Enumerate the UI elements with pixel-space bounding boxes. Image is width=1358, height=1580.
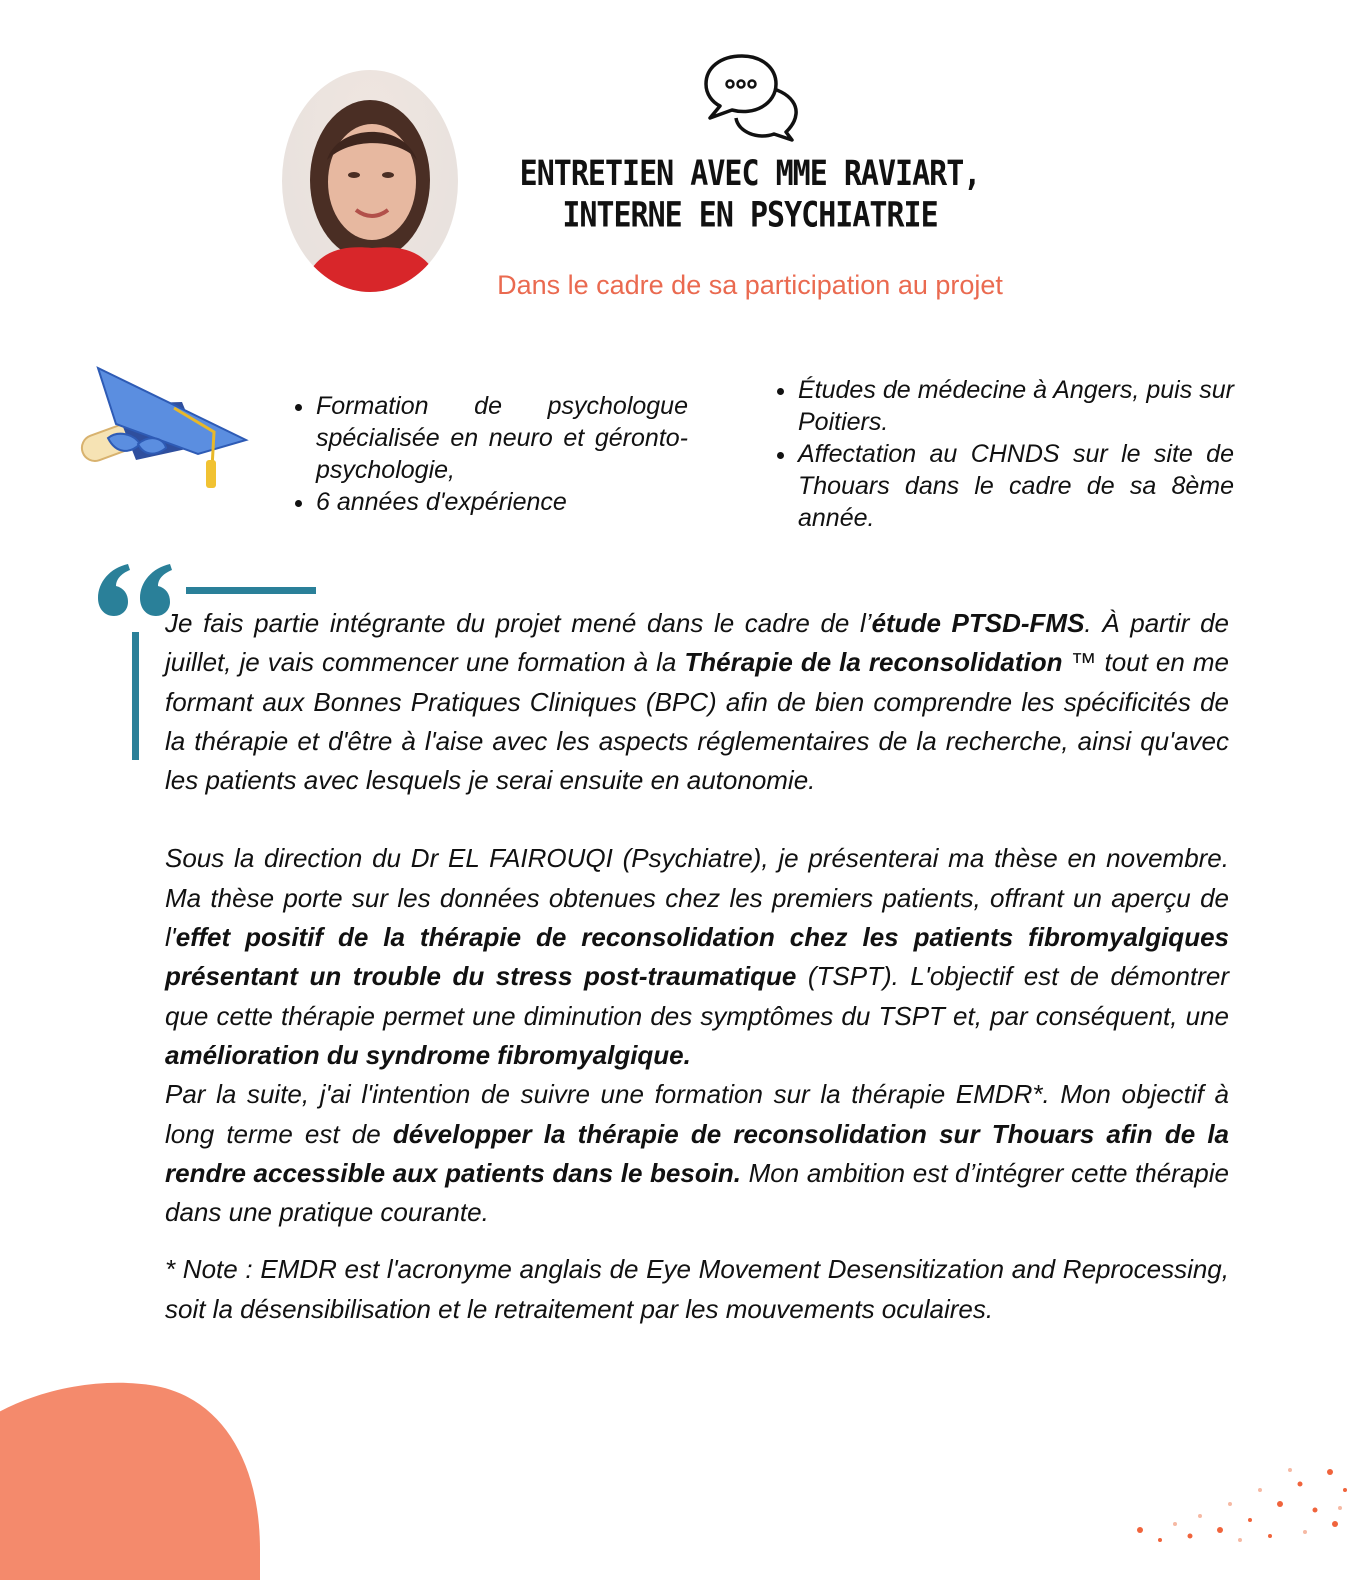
decorative-blob (0, 1380, 280, 1580)
quote-side-bar (132, 632, 139, 760)
page-subtitle: Dans le cadre de sa participation au projet (497, 270, 1003, 300)
portrait-photo (282, 70, 458, 292)
quote-mark-icon (96, 562, 176, 618)
list-item: • 6 années d'expérience (316, 486, 688, 518)
title-line-2: INTERNE EN PSYCHIATRIE (562, 195, 938, 236)
page-title (470, 154, 1030, 237)
paragraph-2: Sous la direction du Dr EL FAIROUQI (Psychiatre), je présenterai ma thèse en novembre. Ma thèse porte sur les données obtenues chez les premiers patients, offrant un aperçu de l'effet positif de la thérapie de reconsolidation chez les patients fibromyalgiques présentant un trouble du stress post-traumatique (TSPT). L'objectif est de démontrer que cette thérapie permet une diminution des symptômes du TSPT et, par conséquent, une amélioration du syndrome fibromyalgique. (165, 843, 1229, 1070)
graduation-cap-diploma-icon (78, 364, 250, 508)
decorative-dots (1100, 1460, 1358, 1544)
interview-text (165, 604, 1229, 1329)
left-bullet-list (282, 390, 688, 518)
quote-top-line (186, 587, 316, 594)
list-item: • Affectation au CHNDS sur le site de Thouars dans le cadre de sa 8ème année. (798, 438, 1234, 534)
list-item: • Formation de psychologue spécialisée en neuro et géronto-psychologie, (316, 390, 688, 486)
list-item: • Études de médecine à Angers, puis sur Poitiers. (798, 374, 1234, 438)
paragraph-3: Par la suite, j'ai l'intention de suivre une formation sur la thérapie EMDR*. Mon objectif à long terme est de développer la thérapie de reconsolidation sur Thouars afin de la rendre accessible aux patients dans le besoin. Mon ambition est d’intégrer cette thérapie dans une pratique courante. (165, 1079, 1229, 1228)
right-bullet-list (764, 374, 1234, 534)
chat-bubbles-icon (702, 52, 802, 144)
title-line-1: ENTRETIEN AVEC MME RAVIART, (519, 154, 981, 195)
paragraph-1: Je fais partie intégrante du projet mené dans le cadre de l’étude PTSD-FMS. À partir de juillet, je vais commencer une formation à la Thérapie de la reconsolidation ™ tout en me formant aux Bonnes Pratiques Cliniques (BPC) afin de bien comprendre les spécificités de la thérapie et d'être à l'aise avec les aspects réglementaires de la recherche, ainsi qu'avec les patients avec lesquels je serai ensuite en autonomie. (165, 608, 1230, 796)
footnote: * Note : EMDR est l'acronyme anglais de Eye Movement Desensitization and Reprocessing, soit la désensibilisation et le retraitement par les mouvements oculaires. (165, 1254, 1229, 1324)
